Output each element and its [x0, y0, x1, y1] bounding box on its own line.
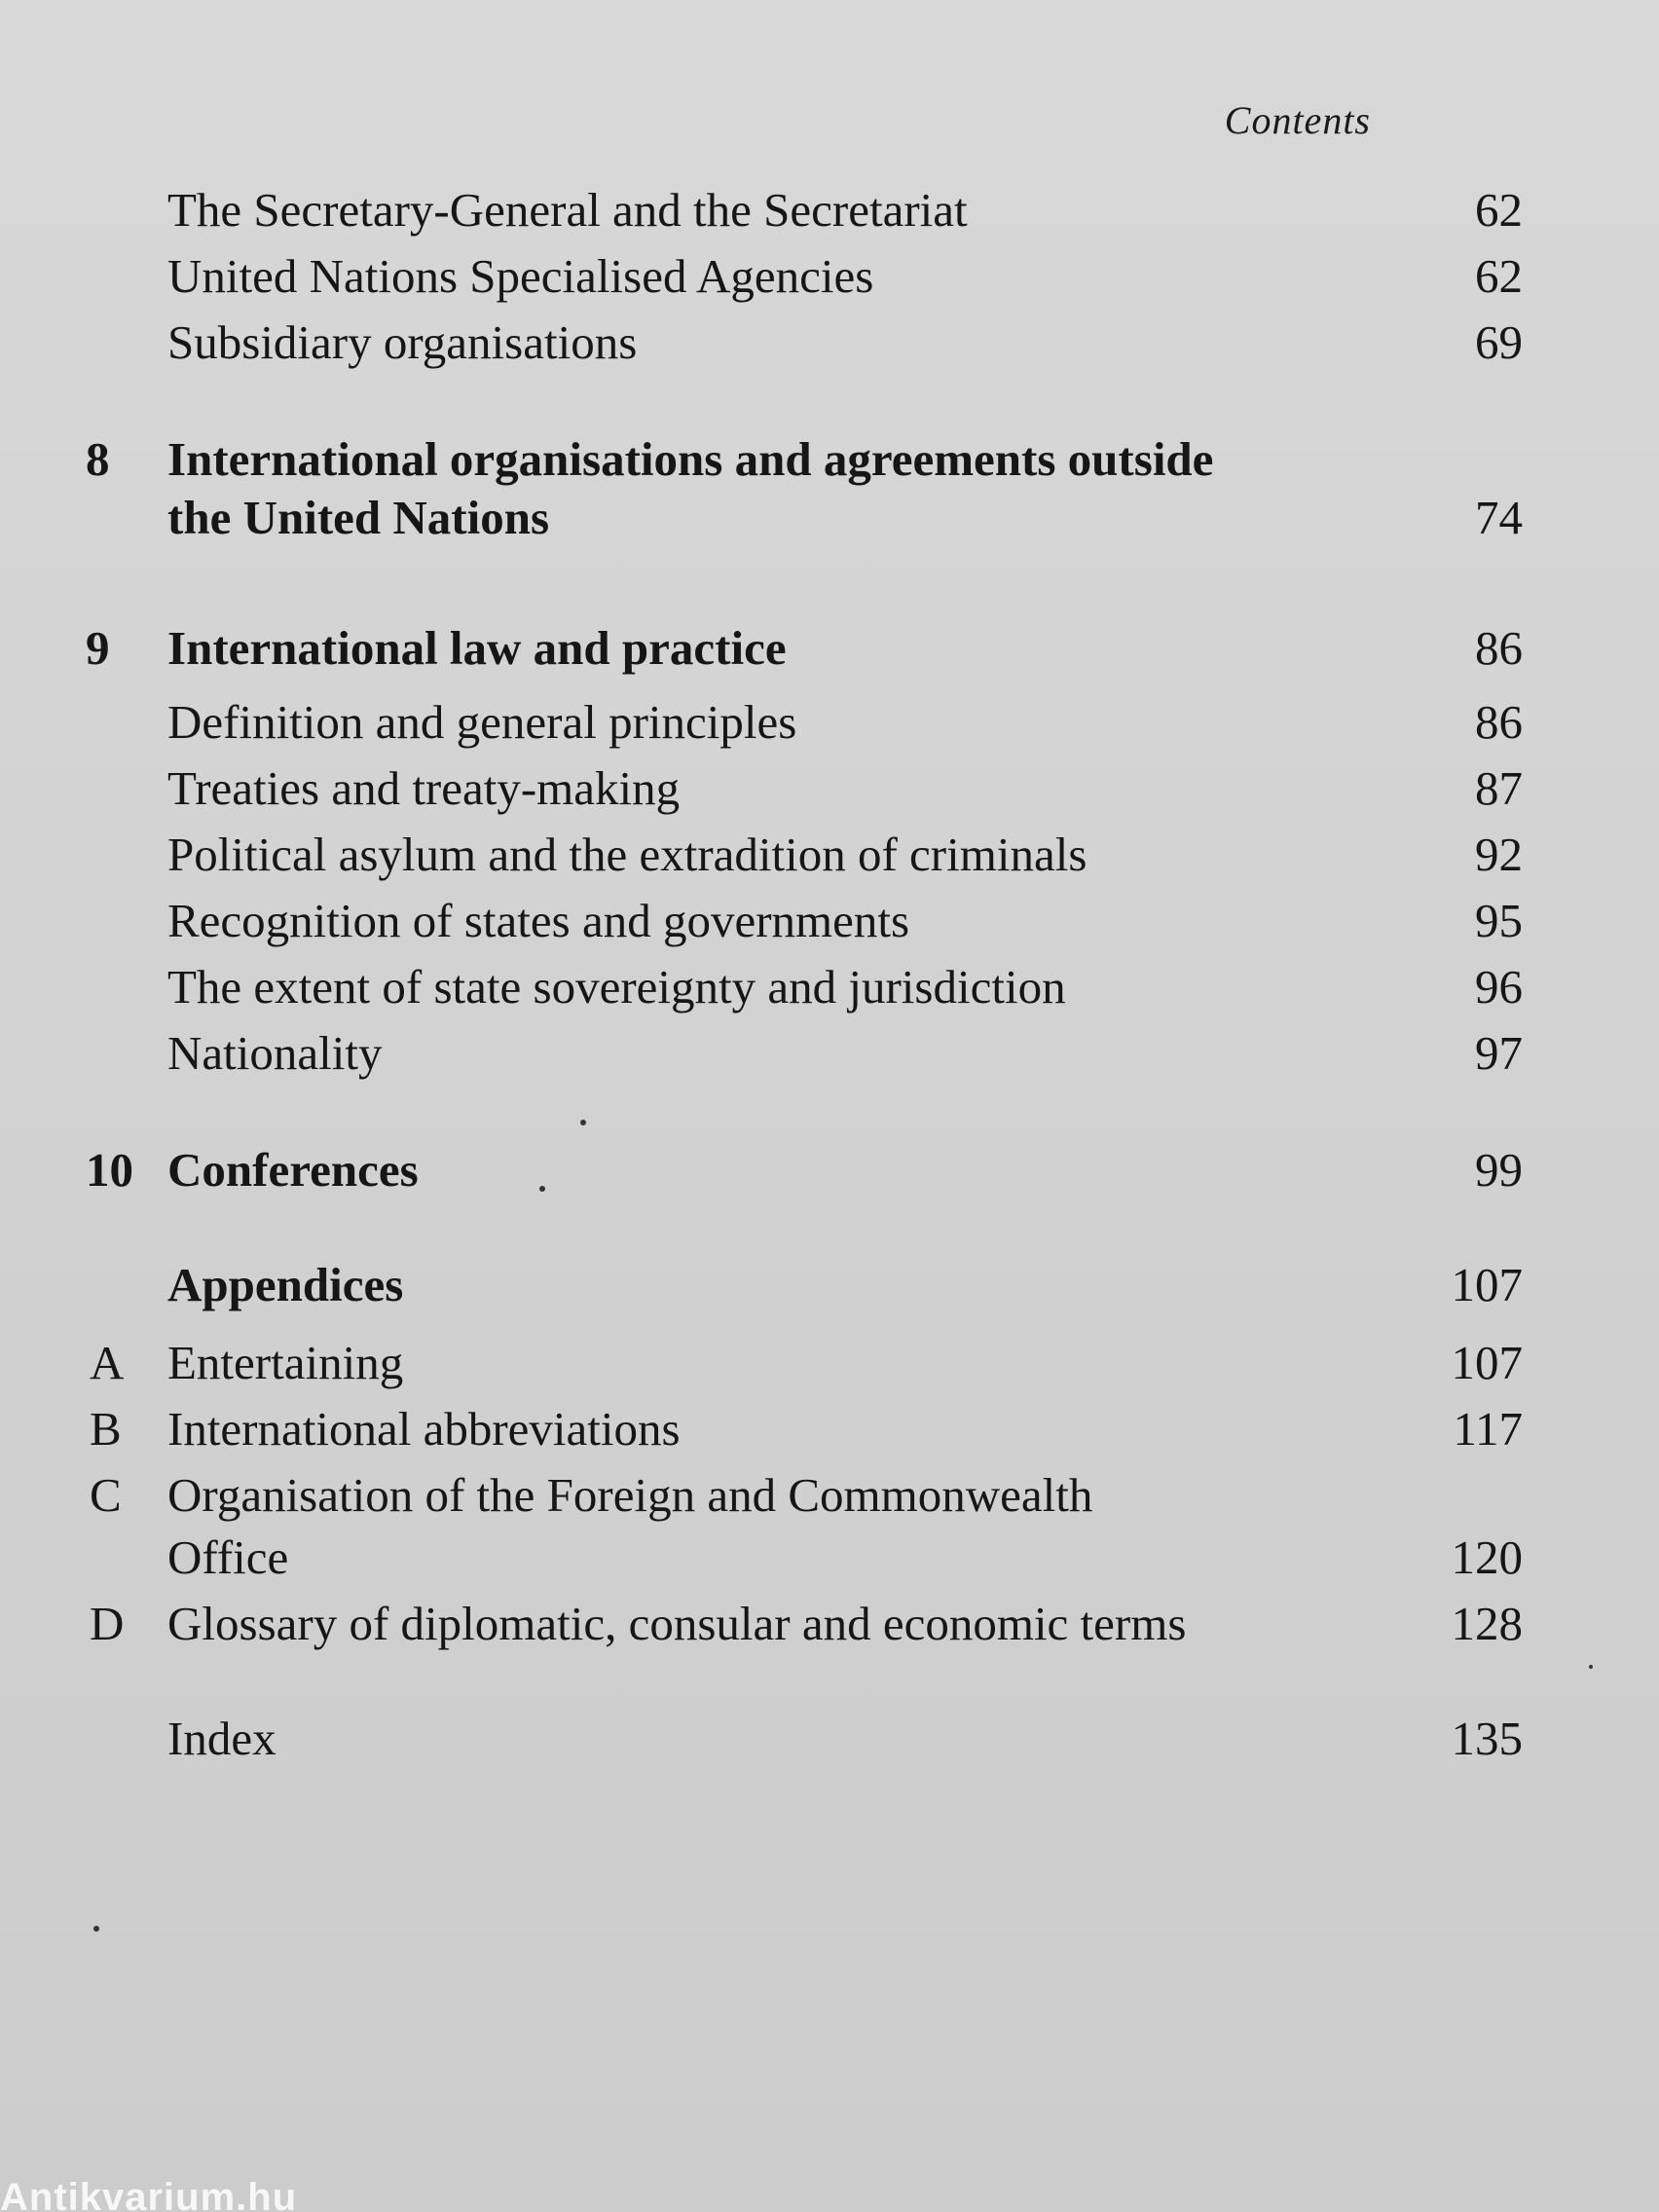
- toc-entry-page: 92: [1475, 828, 1523, 881]
- toc-entry-page: 86: [1475, 695, 1523, 749]
- watermark: Antikvarium.hu: [0, 2176, 298, 2212]
- toc-entry-page: 128: [1451, 1597, 1523, 1650]
- toc-entry-title: Conferences: [167, 1143, 419, 1197]
- toc-entry-page: 74: [1475, 491, 1523, 544]
- toc-entry-page: 62: [1475, 249, 1523, 303]
- toc-entry-title: Appendices: [167, 1258, 404, 1311]
- toc-entry-page: 95: [1475, 894, 1523, 947]
- toc-entry-page: 107: [1451, 1258, 1523, 1311]
- toc-entry-page: 86: [1475, 621, 1523, 675]
- toc-entry-page: 87: [1475, 761, 1523, 815]
- toc-entry-title-line2: Office: [167, 1530, 289, 1584]
- toc-entry-title: Glossary of diplomatic, consular and economic terms: [167, 1597, 1187, 1650]
- toc-entry-title: United Nations Specialised Agencies: [167, 249, 874, 303]
- toc-entry-page: 117: [1453, 1402, 1523, 1456]
- toc-entry-title: International abbreviations: [167, 1402, 681, 1456]
- toc-entry-title: The Secretary-General and the Secretariat: [167, 183, 968, 237]
- toc-entry-title-line2: the United Nations: [167, 491, 550, 544]
- toc-entry-title: Subsidiary organisations: [167, 315, 638, 369]
- appendix-letter: C: [90, 1468, 122, 1522]
- toc-entry-page: 62: [1475, 183, 1523, 237]
- dust-speck: [580, 1120, 586, 1125]
- appendix-letter: B: [90, 1402, 122, 1456]
- toc-entry-page: 97: [1475, 1026, 1523, 1080]
- dust-speck: [93, 1926, 99, 1932]
- toc-entry-page: 107: [1451, 1336, 1523, 1389]
- toc-entry-title: Nationality: [167, 1026, 383, 1080]
- chapter-number: 9: [86, 621, 110, 675]
- toc-entry-page: 96: [1475, 960, 1523, 1014]
- running-head: Contents: [1224, 98, 1371, 142]
- toc-entry-page: 120: [1451, 1530, 1523, 1584]
- toc-entry-page: 69: [1475, 315, 1523, 369]
- toc-entry-title: Entertaining: [167, 1336, 404, 1389]
- toc-entry-page: 135: [1451, 1712, 1523, 1765]
- toc-entry-title: Political asylum and the extradition of criminals: [167, 828, 1088, 881]
- toc-entry-title: Recognition of states and governments: [167, 894, 910, 947]
- appendix-letter: A: [90, 1336, 125, 1389]
- toc-entry-title: Definition and general principles: [167, 695, 797, 749]
- toc-entry-title: The extent of state sovereignty and jurisdiction: [167, 960, 1066, 1014]
- chapter-number: 8: [86, 432, 110, 486]
- chapter-number: 10: [86, 1143, 133, 1197]
- appendix-letter: D: [90, 1597, 125, 1650]
- toc-entry-title: Treaties and treaty-making: [167, 761, 681, 815]
- toc-entry-title: International law and practice: [167, 621, 787, 675]
- toc-entry-title: Index: [167, 1712, 276, 1765]
- toc-entry-page: 99: [1475, 1143, 1523, 1197]
- dust-speck: [539, 1186, 545, 1192]
- toc-entry-title-line1: International organisations and agreements outside: [167, 432, 1214, 486]
- dust-speck: [1589, 1665, 1593, 1669]
- toc-entry-title-line1: Organisation of the Foreign and Commonwealth: [167, 1468, 1093, 1522]
